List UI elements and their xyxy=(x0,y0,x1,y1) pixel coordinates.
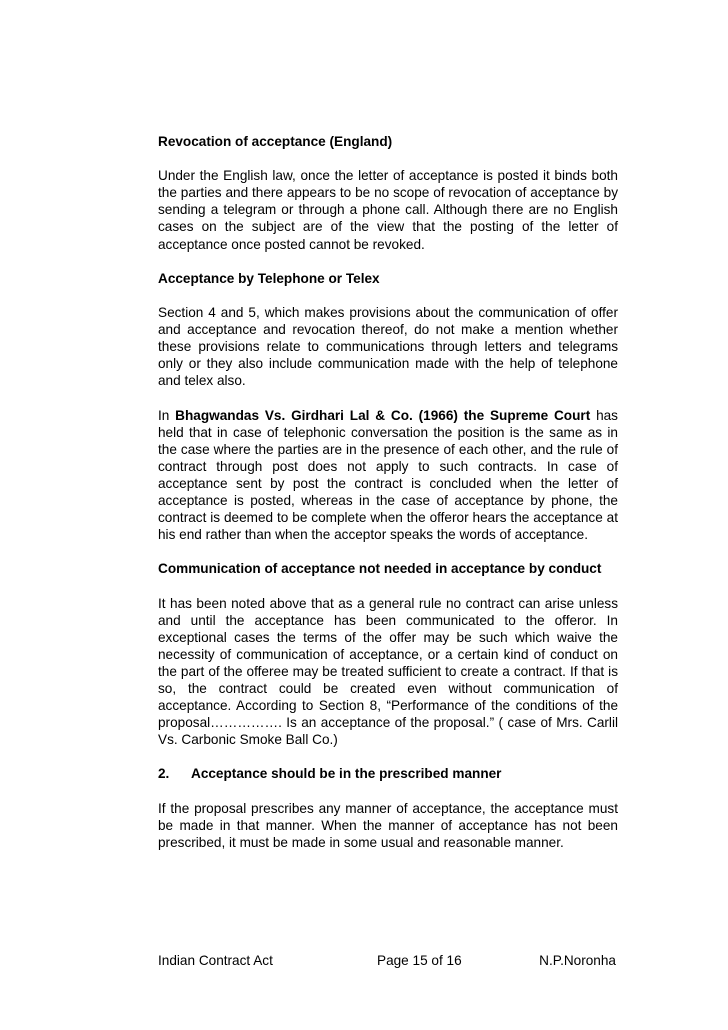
case-citation: Bhagwandas Vs. Girdhari Lal & Co. (1966) the Supreme Court xyxy=(175,407,591,423)
section-number: 2. xyxy=(158,766,170,782)
footer-author: N.P.Noronha xyxy=(539,953,616,968)
heading-revocation-england: Revocation of acceptance (England) xyxy=(158,134,393,149)
case-holding: has held that in case of telephonic conversation the position is the same as in the case where the parties are in the presence of each other, and the rule of contract through post does not apply to such contracts. In case of acceptance sent by post the contract is concluded when the letter of acceptance is posted, whereas in the case of acceptance by phone, the contract is deemed to be complete when the offeror hears the acceptance at his end rather than when the acceptor speaks the words of acceptance. xyxy=(158,407,618,543)
footer-page-number: Page 15 of 16 xyxy=(377,953,462,968)
heading-acceptance-by-conduct: Communication of acceptance not needed in acceptance by conduct xyxy=(158,561,602,577)
case-intro: In xyxy=(158,407,176,423)
page-footer xyxy=(158,952,620,970)
section-title: Acceptance should be in the prescribed manner xyxy=(191,766,502,782)
heading-prescribed-manner xyxy=(158,765,618,782)
footer-title: Indian Contract Act xyxy=(158,953,273,968)
page-body xyxy=(158,133,618,851)
paragraph-revocation-england: Under the English law, once the letter of acceptance is posted it binds both the parties and there appears to be no scope of revocation of acceptance by sending a telegram or through a phone call. Although there are no English cases on the subject are of the view that the posting of the letter of acceptance once posted cannot be revoked. xyxy=(158,168,618,252)
paragraph-telephone-telex: Section 4 and 5, which makes provisions about the communication of offer and acceptance and revocation thereof, do not make a mention whether these provisions relate to communications through letters and telegrams only or they also include communication made with the help of telephone and telex also. xyxy=(158,304,618,389)
heading-telephone-telex: Acceptance by Telephone or Telex xyxy=(158,270,380,286)
paragraph-prescribed-manner: If the proposal prescribes any manner of acceptance, the acceptance must be made in that manner. When the manner of acceptance has not been prescribed, it must be made in some usual and reasonable manner. xyxy=(158,800,618,850)
paragraph-acceptance-by-conduct: It has been noted above that as a general rule no contract can arise unless and until the acceptance has been communicated to the offeror. In exceptional cases the terms of the offer may be such which waive the necessity of communication of acceptance, or a certain kind of conduct on the part of the offeree may be treated sufficient to create a contract. If that is so, the contract could be created even without communication of acceptance. According to Section 8, “Performance of the conditions of the proposal……………. Is an acceptance of the proposal.” ( case of Mrs. Carlil Vs. Carbonic Smoke Ball Co.) xyxy=(158,595,618,748)
paragraph-bhagwandas-case xyxy=(158,407,618,544)
